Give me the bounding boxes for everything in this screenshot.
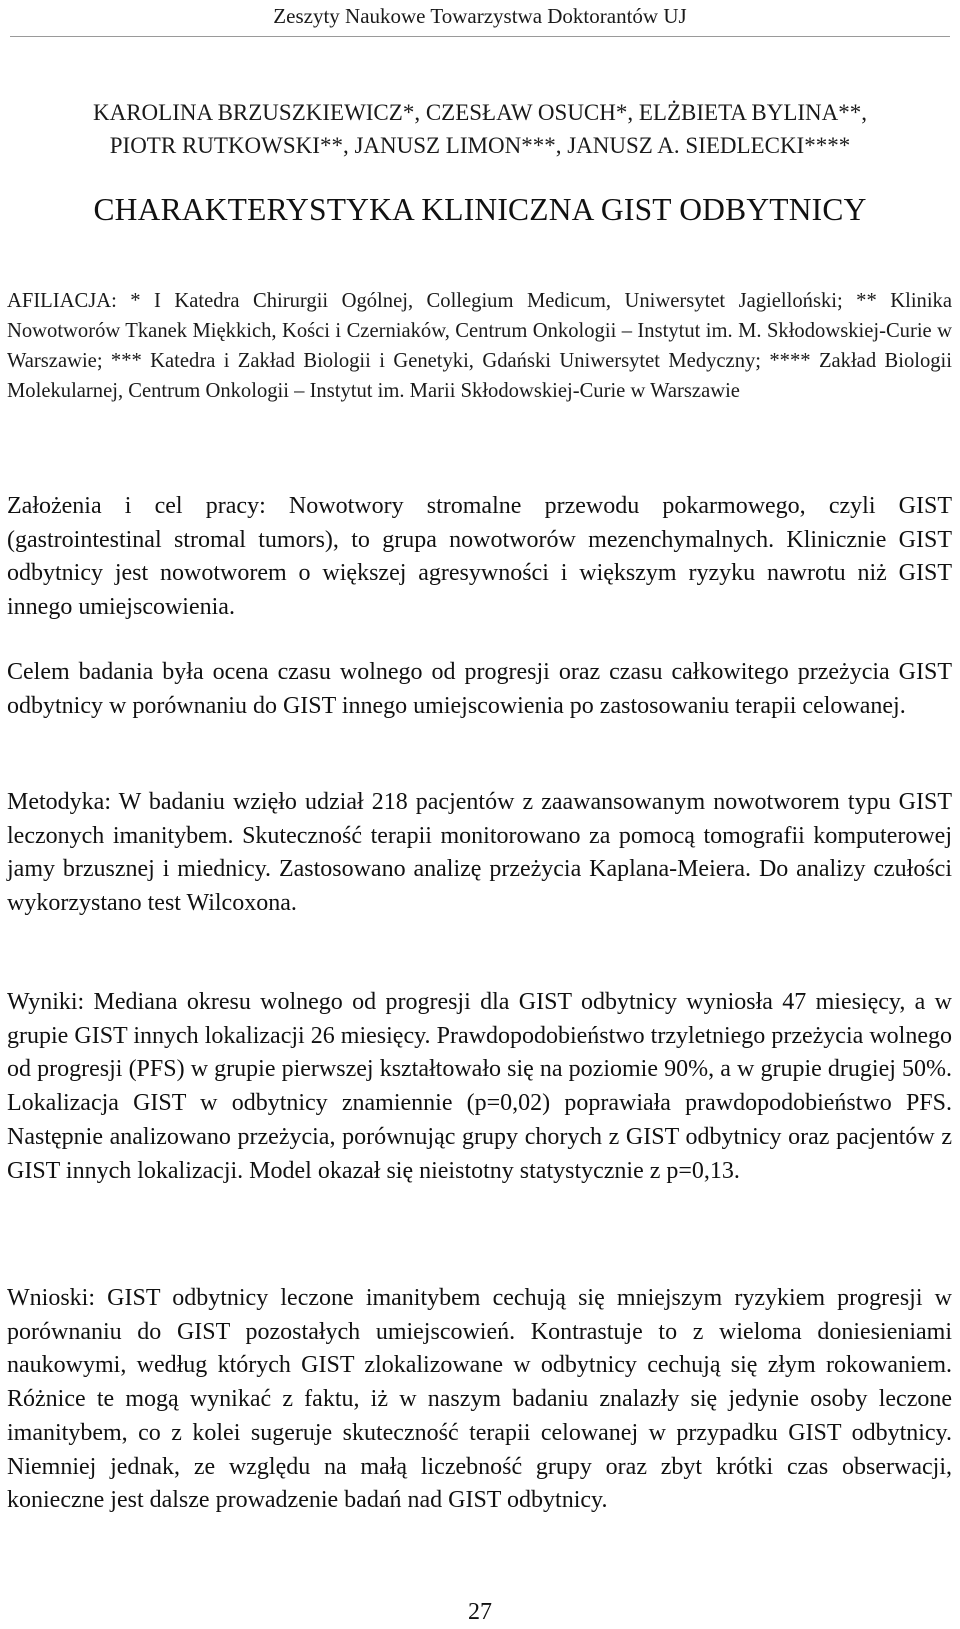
- header-divider: [10, 36, 950, 37]
- goal-paragraph: Celem badania była ocena czasu wolnego od progresji oraz czasu całkowitego przeżycia GIST odbytnicy w porównaniu do GIST innego umiejscowienia po zastosowaniu terapii celowanej.: [7, 659, 952, 719]
- conclusions-paragraph: Wnioski: GIST odbytnicy leczone imanitybem cechują się mniejszym ryzykiem progresji w porównaniu do GIST pozostałych umiejscowień. Kontrastuje to z wieloma doniesieniami naukowymi, według których GIST zlokalizowane w odbytnicy cechują się złym rokowaniem. Różnice te mogą wynikać z faktu, iż w naszym badaniu znalazły się jedynie osoby leczone imanitybem, co z kolei sugeruje skuteczność terapii celowanej w przypadku GIST odbytnicy. Niemniej jednak, ze względu na małą liczebność grupy oraz zbyt krótki czas obserwacji, konieczne jest dalsze prowadzenie badań nad GIST odbytnicy.: [7, 1285, 952, 1514]
- author-line-1: KAROLINA BRZUSZKIEWICZ*, CZESŁAW OSUCH*, ELŻBIETA BYLINA**,: [92, 100, 867, 125]
- methods-paragraph: Metodyka: W badaniu wzięło udział 218 pacjentów z zaawansowanym nowotworem typu GIST leczonych imanitybem. Skuteczność terapii monitorowano za pomocą tomografii komputerowej jamy brzusznej i miednicy. Zastosowano analizę przeżycia Kaplana-Meiera. Do analizy czułości wykorzystano test Wilcoxona.: [7, 789, 952, 917]
- affiliation-paragraph: AFILIACJA: * I Katedra Chirurgii Ogólnej, Collegium Medicum, Uniwersytet Jagielloński; ** Klinika Nowotworów Tkanek Miękkich, Kości i Czerniaków, Centrum Onkologii – Instytut im. M. Skłodowskiej-Curie w Warszawie; *** Katedra i Zakład Biologii i Genetyki, Gdański Uniwersytet Medyczny; **** Zakład Biologii Molekularnej, Centrum Onkologii – Instytut im. Marii Skłodowskiej-Curie w Warszawie: [7, 290, 952, 402]
- article-title: CHARAKTERYSTYKA KLINICZNA GIST ODBYTNICY: [93, 192, 867, 227]
- aims-paragraph: Założenia i cel pracy: Nowotwory stromalne przewodu pokarmowego, czyli GIST (gastrointestinal stromal tumors), to grupa nowotworów mezenchymalnych. Klinicznie GIST odbytnicy jest nowotworem o większej agresywności i większym ryzyku nawrotu niż GIST innego umiejscowienia.: [7, 493, 952, 621]
- page-number: 27: [468, 1599, 492, 1625]
- author-list: [0, 96, 960, 162]
- running-header: Zeszyty Naukowe Towarzystwa Doktorantów UJ: [273, 4, 687, 28]
- author-line-2: PIOTR RUTKOWSKI**, JANUSZ LIMON***, JANUSZ A. SIEDLECKI****: [109, 133, 851, 158]
- results-paragraph: Wyniki: Mediana okresu wolnego od progresji dla GIST odbytnicy wyniosła 47 miesięcy, a w grupie GIST innych lokalizacji 26 miesięcy. Prawdopodobieństwo trzyletniego przeżycia wolnego od progresji (PFS) w grupie pierwszej kształtowało się na poziomie 90%, a w grupie drugiej 50%. Lokalizacja GIST w odbytnicy znamiennie (p=0,02) poprawiała prawdopodobieństwo PFS. Następnie analizowano przeżycia, porównując grupy chorych z GIST odbytnicy oraz pacjentów z GIST innych lokalizacji. Model okazał się nieistotny statystycznie z p=0,13.: [7, 989, 952, 1184]
